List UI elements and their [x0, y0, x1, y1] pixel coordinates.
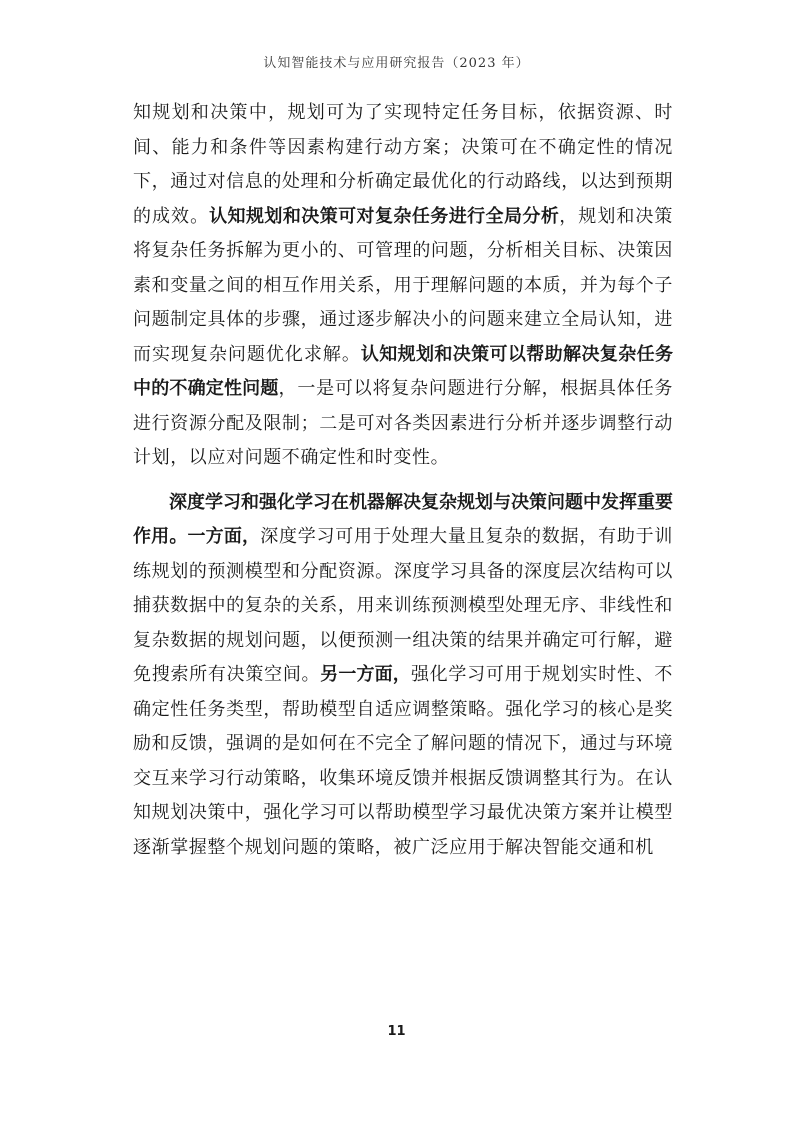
paragraph-planning-decision	[133, 96, 673, 476]
running-header: 认知智能技术与应用研究报告（2023 年）	[263, 56, 530, 71]
body-text	[133, 96, 673, 865]
text-segment: 知规划和决策中，规划可为了实现特定任务目标，依据资源、时间、能力和条件等因素构建行动方案；决策可在不确定性的情况下，通过对信息的处理和分析确定最优化的行动路线，以达到预期的成效。	[133, 102, 673, 227]
text-segment: 深度学习可用于处理大量且复杂的数据，有助于训练规划的预测模型和分配资源。深度学习具备的深度层次结构可以捕获数据中的复杂的关系，用来训练预测模型处理无序、非线性和复杂数据的规划问题，以便预测一组决策的结果并确定可行解，避免搜索所有决策空间。	[133, 526, 673, 685]
text-segment: 强化学习可用于规划实时性、不确定性任务类型，帮助模型自适应调整策略。强化学习的核心是奖励和反馈，强调的是如何在不完全了解问题的情况下，通过与环境交互来学习行动策略，收集环境反馈并根据反馈调整其行为。在认知规划决策中，强化学习可以帮助模型学习最优决策方案并让模型逐渐掌握整个规划问题的策略，被广泛应用于解决智能交通和机	[133, 664, 674, 858]
key-point-on-the-other-hand: 另一方面，	[320, 664, 411, 685]
key-point-uncertainty: 认知规划和决策可以帮助解决复杂任务中的不确定性问题	[133, 343, 673, 399]
text-segment: ，规划和决策将复杂任务拆解为更小的、可管理的问题，分析相关目标、决策因素和变量之间的相互作用关系，用于理解问题的本质，并为每个子问题制定具体的步骤，通过逐步解决小的问题来建立全局认知，进而实现复杂问题优化求解。	[133, 205, 674, 365]
page-number: 11	[387, 1024, 406, 1039]
paragraph-deep-reinforcement-learning	[133, 486, 673, 866]
key-point-global-analysis: 认知规划和决策可对复杂任务进行全局分析	[209, 205, 560, 227]
key-point-deep-rl: 深度学习和强化学习在机器解决复杂规划与决策问题中发挥重要作用。一方面，	[133, 491, 673, 547]
text-segment: ，一是可以将复杂问题进行分解，根据具体任务进行资源分配及限制；二是可对各类因素进行分析并逐步调整行动计划，以应对问题不确定性和时变性。	[133, 378, 673, 468]
